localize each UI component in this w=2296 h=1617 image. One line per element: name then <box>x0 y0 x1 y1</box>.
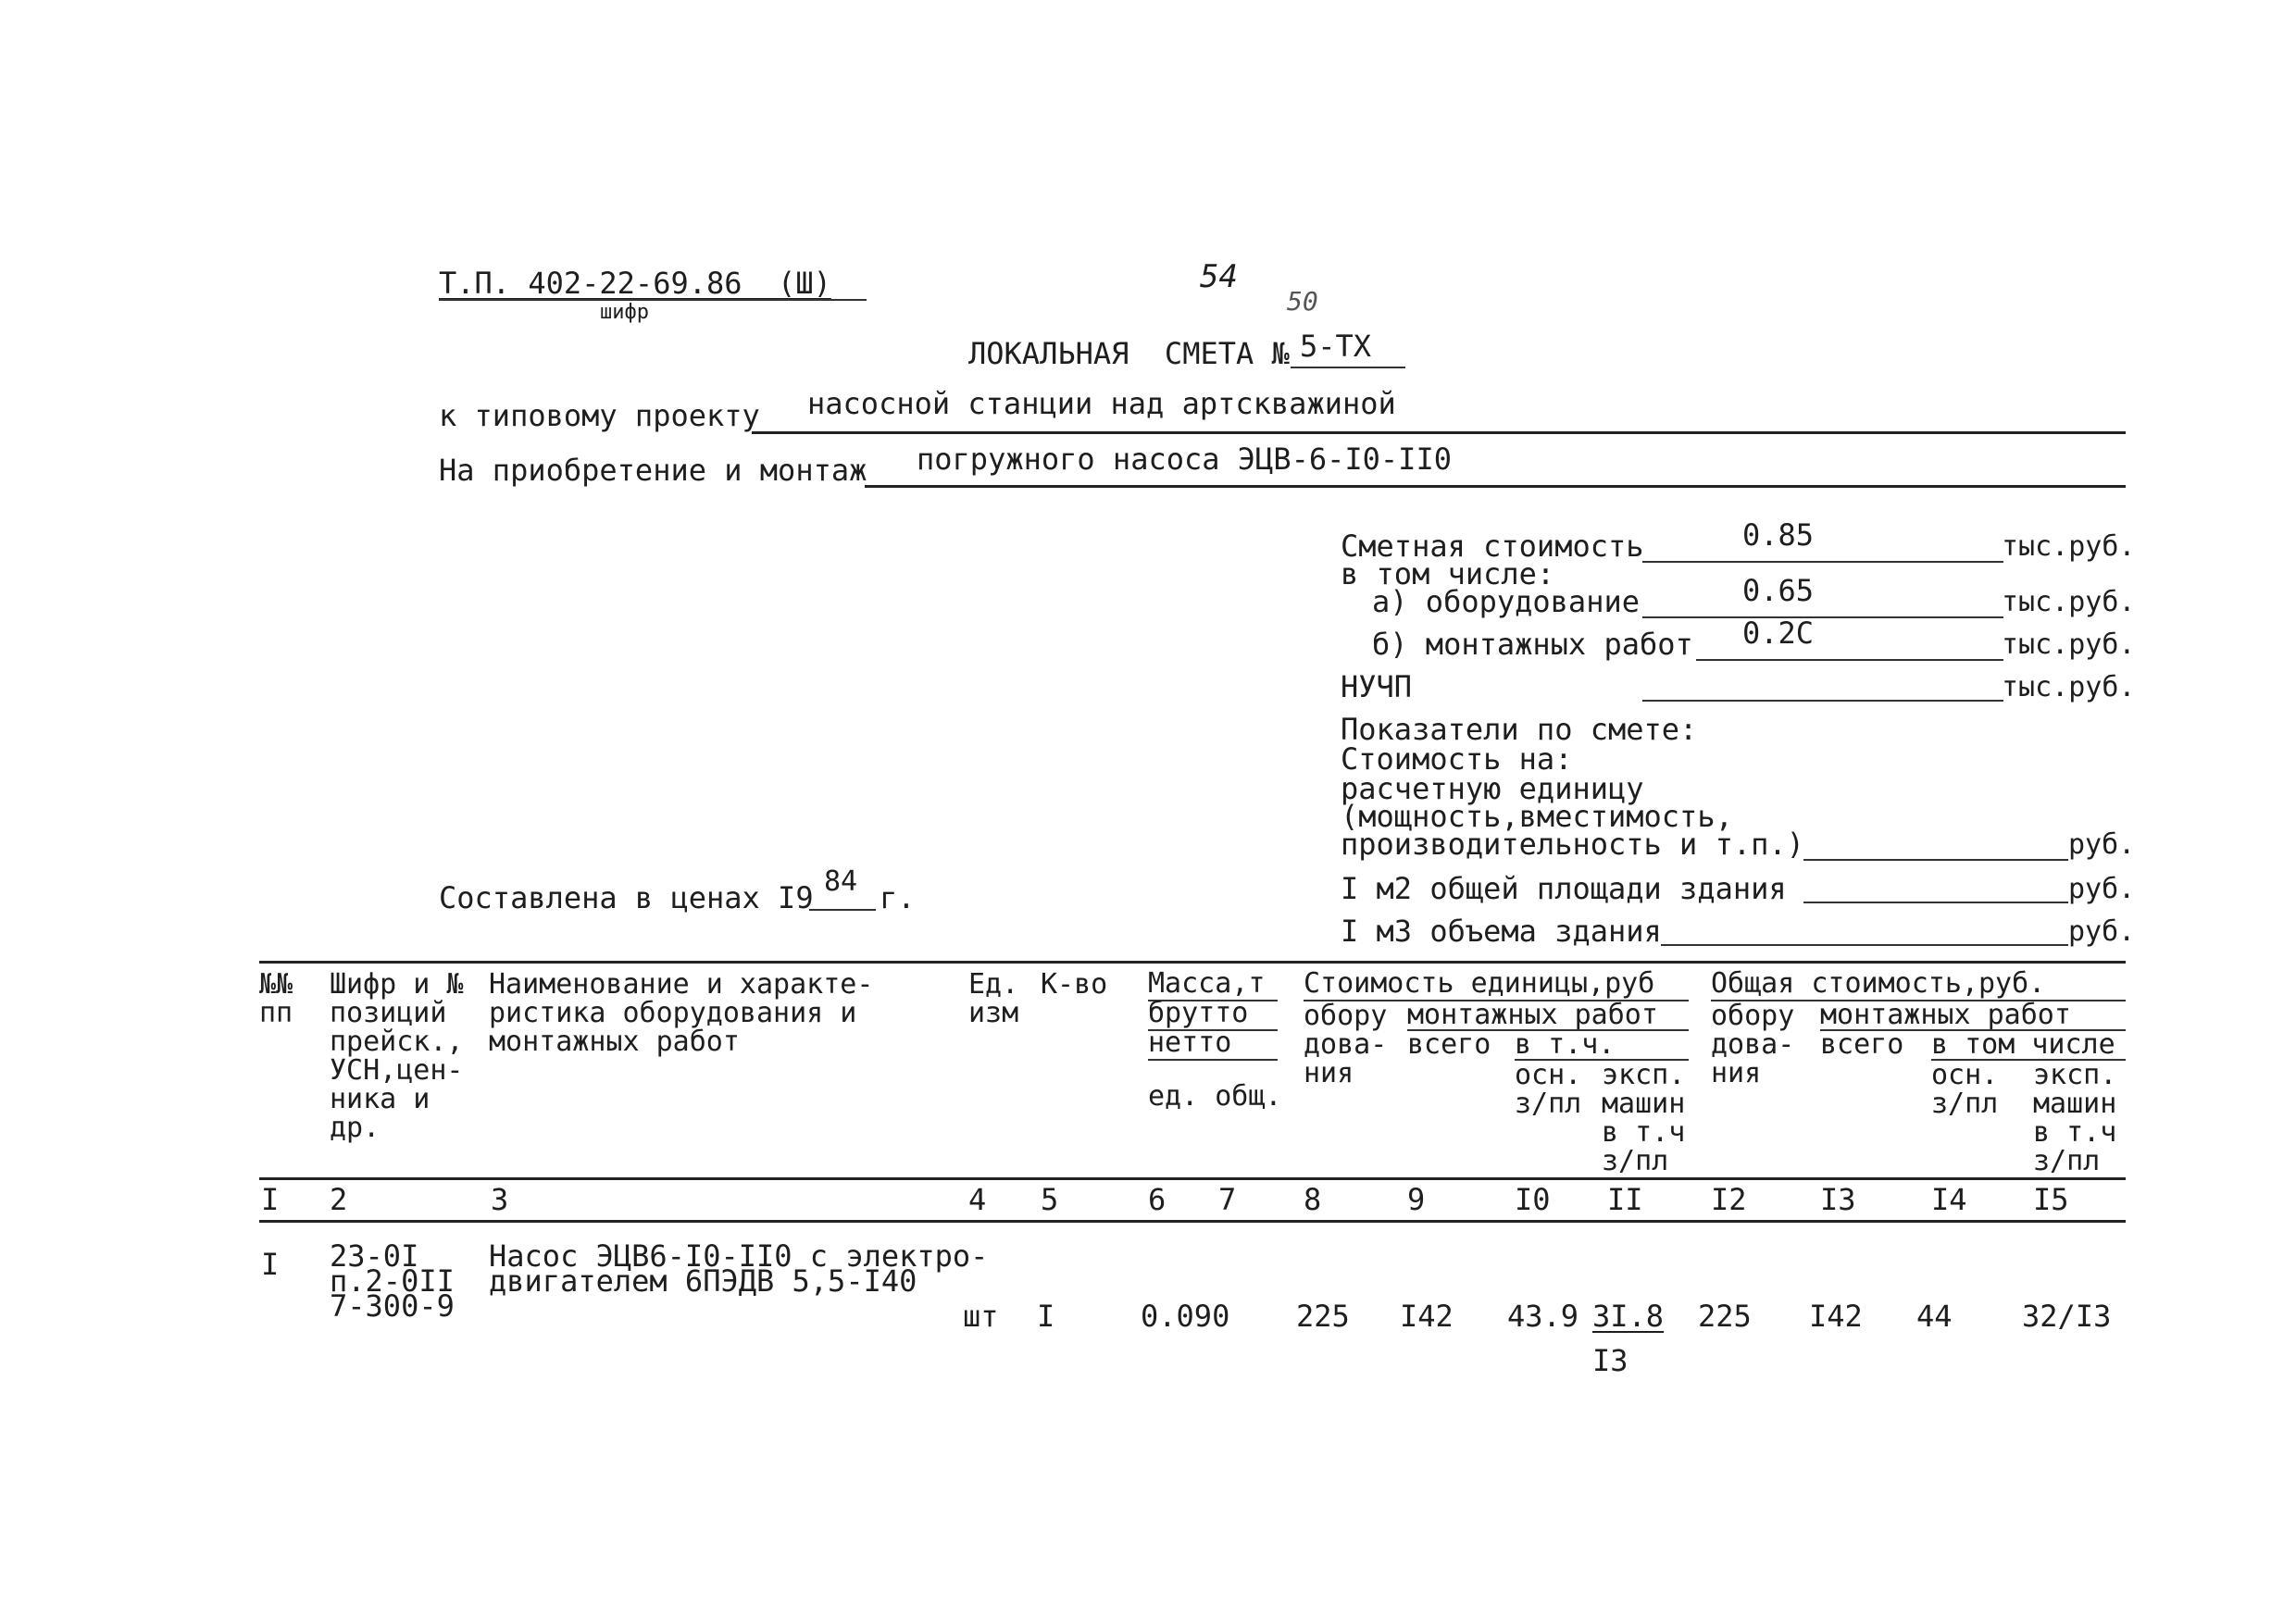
installation-label: б) монтажных работ <box>1372 627 1693 662</box>
header-name: Наименование и характе- ристика оборудования и монтажных работ <box>489 968 874 1058</box>
col-number-5: 5 <box>1041 1182 1059 1217</box>
header-unit-incl: в т.ч. <box>1515 1028 1616 1061</box>
col-number-7: 7 <box>1218 1182 1237 1217</box>
header-total-total: всего <box>1820 1028 1904 1061</box>
table-top-line <box>259 961 2126 964</box>
area-line <box>1803 902 2068 903</box>
volume-rub: руб. <box>2068 915 2136 948</box>
project-value: насосной станции над артскважиной <box>807 386 1396 421</box>
prices-year-line <box>809 909 876 911</box>
row-name: Насос ЭЦВ6-I0-II0 с электро- двигателем 6ПЭДВ 5,5-I40 <box>489 1238 989 1299</box>
cost-label: Сметная стоимость <box>1341 529 1644 564</box>
cost-unit: тыс.руб. <box>2002 530 2136 563</box>
prices-label: Составлена в ценах I9 <box>439 880 814 915</box>
header-code: Шифр и № позиций прейск., УСН,цен- ника и др. <box>330 968 464 1144</box>
purchase-label: На приобретение и монтаж <box>439 453 867 488</box>
header-total-osn: осн. з/пл <box>1931 1059 1999 1120</box>
cost-per-label: Стоимость на: <box>1341 741 1573 777</box>
header-unit-osn: осн. з/пл <box>1515 1059 1582 1120</box>
installation-unit: тыс.руб. <box>2002 628 2136 661</box>
purchase-line <box>865 485 2126 488</box>
row-total-total: I42 <box>1809 1299 1863 1334</box>
purchase-value: погружного насоса ЭЦВ-6-I0-II0 <box>917 442 1452 477</box>
prices-year: 84 <box>824 865 858 898</box>
page-note: 50 <box>1287 286 1318 317</box>
col-number-13: I3 <box>1820 1182 1856 1217</box>
header-unit-eksp: эксп. машин в т.ч з/пл <box>1602 1059 1686 1177</box>
area-label: I м2 общей площади здания <box>1341 871 1787 906</box>
row-code: 23-0I п.2-0II 7-300-9 <box>330 1238 455 1324</box>
calc-unit-line1: расчетную единицу <box>1341 771 1644 806</box>
header-mass-netto: нетто <box>1148 1026 1232 1059</box>
row-total-equip: 225 <box>1698 1299 1752 1334</box>
installation-line <box>1696 659 2003 661</box>
row-num: I <box>261 1247 280 1282</box>
project-label: к типовому проекту <box>439 398 760 433</box>
nuchp-unit: тыс.руб. <box>2002 671 2136 703</box>
col-number-9: 9 <box>1407 1182 1426 1217</box>
equipment-unit: тыс.руб. <box>2002 586 2136 618</box>
col-number-14: I4 <box>1931 1182 1967 1217</box>
nuchp-line <box>1642 700 2003 702</box>
col-number-1: I <box>261 1182 280 1217</box>
header-mass-sub: ед. общ. <box>1148 1080 1282 1113</box>
header-total-cost: Общая стоимость,руб. <box>1711 967 2046 1000</box>
prices-suffix: г. <box>880 880 916 915</box>
row-unit: шт <box>963 1299 999 1334</box>
equipment-value: 0.65 <box>1742 573 1815 608</box>
including-label: в том числе: <box>1341 556 1555 591</box>
col-number-10: I0 <box>1515 1182 1551 1217</box>
col-number-3: 3 <box>491 1182 509 1217</box>
volume-label: I м3 объема здания <box>1341 914 1662 949</box>
calc-unit-rub: руб. <box>2068 828 2136 861</box>
project-line <box>752 431 2126 434</box>
cost-line <box>1642 561 2003 563</box>
header-mass-brutto: брутто <box>1148 997 1249 1029</box>
installation-value: 0.2С <box>1742 616 1815 651</box>
estimate-title: ЛОКАЛЬНАЯ СМЕТА № <box>968 336 1290 371</box>
row-unit-equip: 225 <box>1296 1299 1350 1334</box>
calc-unit-line <box>1803 859 2068 861</box>
col-number-6: 6 <box>1148 1182 1167 1217</box>
area-rub: руб. <box>2068 873 2136 905</box>
row-total-eksp: 32/I3 <box>2022 1299 2112 1334</box>
header-unit: Ед. изм <box>968 968 1019 1029</box>
volume-line <box>1661 944 2068 946</box>
estimate-number-underline <box>1291 367 1405 368</box>
nuchp-label: НУЧП <box>1341 669 1413 704</box>
indicators-label: Показатели по смете: <box>1341 712 1698 747</box>
header-unit-cost: Стоимость единицы,руб <box>1304 967 1655 1000</box>
col-number-4: 4 <box>968 1182 987 1217</box>
project-code: Т.П. 402-22-69.86 (Ш) <box>439 266 831 301</box>
equipment-label: а) оборудование <box>1372 584 1640 619</box>
row-unit-total: I42 <box>1400 1299 1454 1334</box>
page-number: 54 <box>1200 258 1238 295</box>
col-number-15: I5 <box>2033 1182 2069 1217</box>
header-unit-install: монтажных работ <box>1407 999 1658 1031</box>
row-total-osn: 44 <box>1916 1299 1953 1334</box>
header-mass: Масса,т <box>1148 967 1266 1000</box>
header-unit-equip: обору дова- ния <box>1304 1000 1388 1089</box>
row-qty: I <box>1037 1299 1055 1334</box>
row-unit-eksp-zpl: I3 <box>1592 1343 1628 1378</box>
header-bottom-line <box>259 1177 2126 1180</box>
mass-line-3 <box>1148 1059 1278 1061</box>
header-unit-total: всего <box>1407 1028 1491 1061</box>
header-total-equip: обору дова- ния <box>1711 1000 1795 1089</box>
estimate-number: 5-ТХ <box>1300 329 1372 364</box>
header-num: №№ пп <box>259 968 293 1029</box>
col-number-12: I2 <box>1711 1182 1747 1217</box>
header-total-incl: в том числе <box>1931 1028 2115 1061</box>
code-underline <box>439 299 867 301</box>
header-total-install: монтажных работ <box>1820 999 2071 1031</box>
header-qty: К-во <box>1041 968 1108 1001</box>
calc-unit-line2: (мощность,вместимость, <box>1341 799 1733 834</box>
cost-value: 0.85 <box>1742 517 1815 553</box>
row-unit-eksp: 3I.8 <box>1592 1299 1665 1334</box>
calc-unit-line3: производительность и т.п.) <box>1341 827 1804 862</box>
col-number-11: II <box>1607 1182 1643 1217</box>
col-number-2: 2 <box>330 1182 348 1217</box>
row-mass: 0.090 <box>1141 1299 1230 1334</box>
header-total-eksp: эксп. машин в т.ч з/пл <box>2033 1059 2117 1177</box>
col-numbers-bottom-line <box>259 1220 2126 1223</box>
row-unit-osn: 43.9 <box>1507 1299 1579 1334</box>
col-number-8: 8 <box>1304 1182 1322 1217</box>
equipment-line <box>1642 616 2003 618</box>
code-sublabel: шифр <box>600 301 649 324</box>
